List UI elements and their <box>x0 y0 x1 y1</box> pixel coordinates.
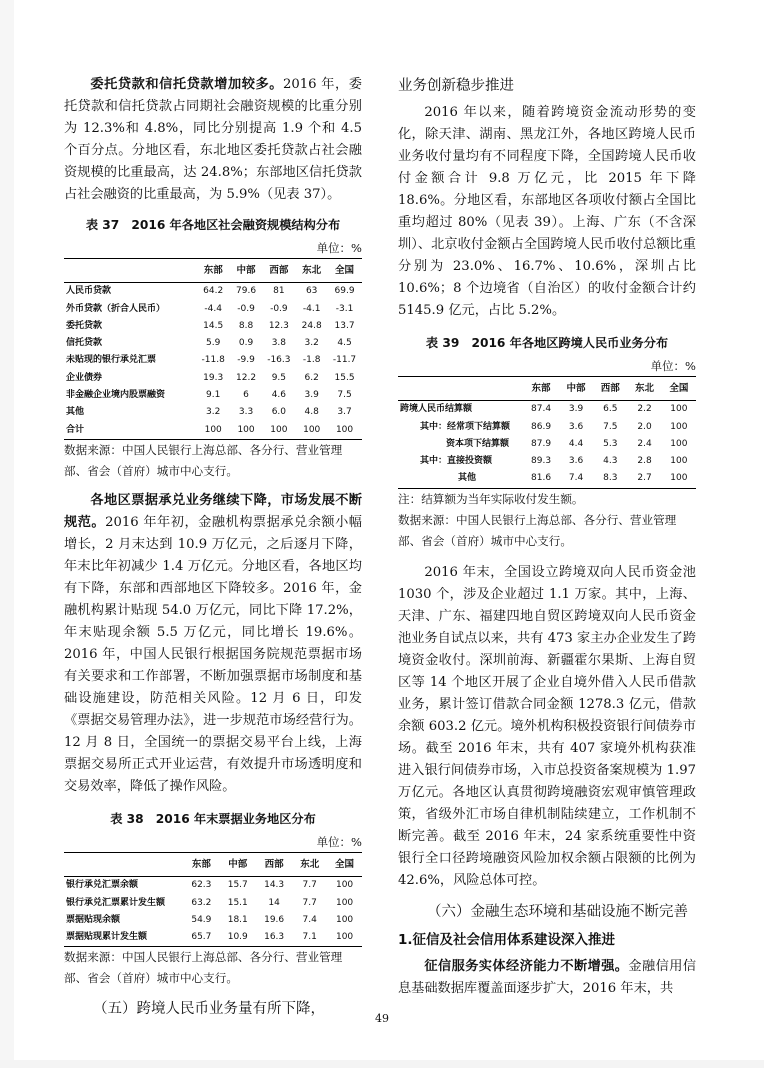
cell: 4.4 <box>568 438 584 449</box>
paragraph-lead: 各地区票据承兑业务继续下降，市场发展不断规范。 <box>64 492 362 530</box>
cell: 3.2 <box>206 407 221 418</box>
cell: 3.8 <box>271 338 287 349</box>
cell: -11.8 <box>201 355 225 366</box>
table-header-row <box>64 259 362 283</box>
table-39-title: 表 39 2016 年各地区跨境人民币业务分布 <box>425 336 669 350</box>
column-header: 东部 <box>523 377 559 401</box>
right-column <box>398 74 696 1000</box>
table-row <box>64 877 362 895</box>
section-5-title-continued: 业务创新稳步推进 <box>398 78 514 94</box>
paragraph-credit-info <box>398 956 696 1000</box>
row-label: 其中：直接投资额 <box>420 456 493 467</box>
table-row <box>64 352 362 369</box>
cell: 87.4 <box>531 404 552 415</box>
cell: 100 <box>670 421 688 432</box>
cell: 62.3 <box>191 880 212 891</box>
paragraph-entrusted-loans <box>64 74 362 206</box>
table-row <box>64 404 362 421</box>
row-label: 信托贷款 <box>66 338 103 349</box>
cell: 100 <box>335 897 354 908</box>
row-label: 其他 <box>398 470 523 488</box>
cell: 89.3 <box>531 456 552 467</box>
table-39-note: 注：结算额为当年实际收付发生额。 <box>398 491 584 506</box>
cell: 6.5 <box>603 404 618 415</box>
cell: 100 <box>335 880 354 891</box>
paragraph-text: 2016 年，委托贷款和信托贷款占同期社会融资规模的比重分别为 12.3%和 4.8%，同比分别提高 1.9 个和 4.5 个百分点。分地区看，东北地区委托贷款占社会融资规模的比重最高，达 24.8%；东部地区信托贷款占社会融资的比重最高，为 5.9%（见表 37）。 <box>64 77 362 202</box>
cell: 100 <box>335 914 354 925</box>
cell: -3.1 <box>335 303 354 314</box>
cell: 2.7 <box>627 470 661 488</box>
cell: -11.7 <box>332 355 357 366</box>
row-label: 票据贴现累计发生额 <box>64 929 183 947</box>
cell: 65.7 <box>183 929 219 947</box>
table-39 <box>398 376 696 489</box>
paragraph-lead: 委托贷款和信托贷款增加较多。 <box>90 77 283 92</box>
cell: 100 <box>296 422 327 440</box>
row-label: 企业债券 <box>66 372 103 383</box>
cell: 63 <box>305 286 318 297</box>
table-38 <box>64 852 362 947</box>
cell: 7.7 <box>302 897 317 908</box>
cell: 4.3 <box>603 456 618 467</box>
row-label: 合计 <box>64 422 196 440</box>
row-label: 外币贷款（折合人民币） <box>66 303 166 314</box>
cell: 2.0 <box>637 421 652 432</box>
cell: 81 <box>273 286 285 297</box>
page-bottom-shadow <box>0 1060 764 1068</box>
cell: 7.5 <box>603 421 618 432</box>
cell: 0.9 <box>238 338 254 349</box>
cell: 3.6 <box>568 421 584 432</box>
cell: 6.2 <box>304 372 319 383</box>
cell: -0.9 <box>270 303 288 314</box>
table-row <box>64 335 362 352</box>
cell: 9.1 <box>206 390 221 401</box>
cell: 19.6 <box>264 914 285 925</box>
table-row <box>64 387 362 404</box>
cell: 7.7 <box>302 880 317 891</box>
row-label: 未贴现的银行承兑汇票 <box>66 355 157 366</box>
cell: 8.3 <box>593 470 627 488</box>
column-header: 东北 <box>627 377 661 401</box>
table-row <box>64 370 362 387</box>
paragraph-capital-pool: 2016 年末，全国设立跨境双向人民币资金池 1030 个，涉及企业超过 1.1 万家。其中，上海、天津、广东、福建四地自贸区跨境双向人民币资金池业务自试点以来，共有 473 家主办企业发生了跨境资金收付。深圳前海、新疆霍尔果斯、上海自贸区等 14 个地区开展了企业自境外借入人民币借款业务，累计签订借款合同金额 1278.3 亿元，借款余额 603.2 亿元。境外机构积极投资银行间债券市场。截至 2016 年末，共有 407 家境外机构获准进入银行间债券市场，入市总投资备案规模为 1.97 万亿元。各地区认真贯彻跨境融资宏观审慎管理政策，省级外汇市场自律机制陆续建立，工作机制不断完善。截至 2016 年末，24 家系统重要性中资银行全口径跨境融资风险加权余额占限额的比例为 42.6%，风险总体可控。 <box>398 564 696 888</box>
cell: 14 <box>268 897 280 908</box>
column-header: 全国 <box>662 377 696 401</box>
cell: 13.7 <box>334 320 355 331</box>
cell: 7.5 <box>337 390 352 401</box>
cell: 79.6 <box>236 286 257 297</box>
cell: 100 <box>662 470 696 488</box>
page-number: 49 <box>375 1012 389 1025</box>
cell: -9.9 <box>237 355 255 366</box>
cell: 87.9 <box>531 438 552 449</box>
table-row <box>64 912 362 929</box>
cell: 24.8 <box>301 320 322 331</box>
cell: 100 <box>231 422 262 440</box>
cell: 8.8 <box>238 320 254 331</box>
paragraph-text: 金融信用信息基础数据库覆盖面逐步扩大，2016 年末，共 <box>398 958 697 996</box>
table-row <box>398 470 696 488</box>
table-header-row <box>398 377 696 401</box>
cell: 15.5 <box>334 372 355 383</box>
cell: 63.2 <box>191 897 212 908</box>
table-39-source: 数据来源：中国人民银行上海总部、各分行、营业管理部、省会（首府）城市中心支行。 <box>398 512 677 548</box>
column-header: 东北 <box>296 259 327 283</box>
cell: 54.9 <box>191 914 212 925</box>
cell: 100 <box>196 422 231 440</box>
cell: 3.6 <box>568 456 584 467</box>
row-label: 银行承兑汇票余额 <box>66 880 139 891</box>
cell: 86.9 <box>531 421 552 432</box>
table-row <box>64 895 362 912</box>
cell: 69.9 <box>334 286 355 297</box>
cell: 19.3 <box>203 372 224 383</box>
column-header: 全国 <box>327 259 362 283</box>
table-38-unit: 单位：% <box>316 834 362 849</box>
cell: -4.4 <box>204 303 222 314</box>
table-39-unit: 单位：% <box>650 359 696 373</box>
cell: 7.4 <box>302 914 317 925</box>
table-37-unit: 单位：% <box>316 241 362 255</box>
cell: 100 <box>670 404 688 415</box>
cell: 4.6 <box>271 390 287 401</box>
row-label: 人民币贷款 <box>66 286 112 297</box>
cell: -1.8 <box>302 355 321 366</box>
column-header: 西部 <box>256 852 292 876</box>
page-edge-shadow <box>0 0 14 1068</box>
cell: 7.4 <box>559 470 593 488</box>
cell: 12.3 <box>268 320 289 331</box>
cell: 100 <box>670 456 688 467</box>
column-header: 中部 <box>220 852 256 876</box>
table-37 <box>64 258 362 440</box>
column-header: 全国 <box>327 852 362 876</box>
cell: 14.3 <box>264 880 285 891</box>
table-row <box>64 301 362 318</box>
cell: -0.9 <box>237 303 255 314</box>
cell: 2.8 <box>637 456 652 467</box>
cell: 7.1 <box>292 929 327 947</box>
cell: 6.0 <box>271 407 287 418</box>
subsection-1-title: 1.征信及社会信用体系建设深入推进 <box>398 931 616 948</box>
cell: 12.2 <box>236 372 257 383</box>
column-header: 东北 <box>292 852 327 876</box>
cell: 3.7 <box>337 407 352 418</box>
cell: 10.9 <box>220 929 256 947</box>
table-38-source: 数据来源：中国人民银行上海总部、各分行、营业管理部、省会（首府）城市中心支行。 <box>64 950 343 986</box>
cell: 16.3 <box>256 929 292 947</box>
table-row <box>398 453 696 470</box>
column-header: 中部 <box>231 259 262 283</box>
cell: 5.3 <box>603 438 618 449</box>
column-header: 中部 <box>559 377 593 401</box>
cell: 4.8 <box>304 407 319 418</box>
row-label: 非金融企业境内股票融资 <box>66 390 166 401</box>
row-label: 票据贴现余额 <box>66 914 121 925</box>
cell: 3.3 <box>238 407 254 418</box>
cell: 100 <box>327 929 362 947</box>
section-6-title: （六）金融生态环境和基础设施不断完善 <box>427 903 688 920</box>
cell: 4.5 <box>337 338 352 349</box>
row-label: 资本项下结算额 <box>446 438 510 449</box>
cell: 5.9 <box>206 338 221 349</box>
cell: 15.1 <box>227 897 248 908</box>
row-label: 委托贷款 <box>66 320 103 331</box>
cell: 64.2 <box>203 286 224 297</box>
table-38-title: 表 38 2016 年末票据业务地区分布 <box>110 811 316 826</box>
table-header-row <box>64 852 362 876</box>
left-column <box>64 74 362 1021</box>
table-row <box>64 318 362 335</box>
cell: 9.5 <box>271 372 287 383</box>
paragraph-lead: 征信服务实体经济能力不断增强。 <box>424 958 629 974</box>
cell: 3.9 <box>568 404 584 415</box>
cell: 6 <box>243 390 249 401</box>
cell: 14.5 <box>203 320 224 331</box>
row-label: 其他 <box>66 407 85 418</box>
cell: -16.3 <box>267 355 291 366</box>
section-5-title: （五）跨境人民币业务量有所下降， <box>93 1001 325 1018</box>
row-label: 银行承兑汇票累计发生额 <box>66 897 166 908</box>
column-header: 东部 <box>196 259 231 283</box>
cell: -4.1 <box>302 303 321 314</box>
table-row <box>64 422 362 440</box>
cell: 3.2 <box>304 338 319 349</box>
cell: 100 <box>670 438 688 449</box>
cell: 15.7 <box>227 880 248 891</box>
table-row <box>64 929 362 947</box>
paragraph-text: 2016 年年初，金融机构票据承兑余额小幅增长，2 月末达到 10.9 万亿元，之后逐月下降，年末比年初减少 1.4 万亿元。分地区看，各地区均有下降，东部和西部地区下降较多。2016 年，金融机构累计贴现 54.0 万亿元，同比下降 17.2%，年末贴现余额 5.5 万亿元，同比增长 19.6%。2016 年，中国人民银行根据国务院规范票据市场有关要求和工作部署，不断加强票据市场制度和基础设施建设，防范相关风险。12 月 6 日，印发《票据交易管理办法》，进一步规范市场经营行为。12 月 8 日，全国统一的票据交易平台上线，上海票据交易所正式开业运营，有效提升市场透明度和交易效率，降低了操作风险。 <box>64 514 362 794</box>
cell: 18.1 <box>227 914 248 925</box>
table-row <box>64 283 362 301</box>
cell: 3.9 <box>304 390 319 401</box>
column-header: 西部 <box>593 377 627 401</box>
column-header: 西部 <box>261 259 296 283</box>
row-label: 跨境人民币结算额 <box>400 404 473 415</box>
table-37-title: 表 37 2016 年各地区社会融资规模结构分布 <box>85 218 341 232</box>
column-header: 东部 <box>183 852 219 876</box>
table-row <box>398 436 696 453</box>
table-row <box>398 401 696 419</box>
paragraph-bill-acceptance <box>64 490 362 798</box>
cell: 2.4 <box>637 438 652 449</box>
cell: 81.6 <box>523 470 559 488</box>
row-label: 其中：经常项下结算额 <box>420 421 511 432</box>
cell: 100 <box>261 422 296 440</box>
cell: 100 <box>327 422 362 440</box>
table-37-source: 数据来源：中国人民银行上海总部、各分行、营业管理部、省会（首府）城市中心支行。 <box>64 442 343 478</box>
table-row <box>398 419 696 436</box>
paragraph-cross-border-rmb: 2016 年以来，随着跨境资金流动形势的变化，除天津、湖南、黑龙江外，各地区跨境人民币业务收付量均有不同程度下降，全国跨境人民币收付金额合计 9.8 万亿元，比 2015 年下降 18.6%。分地区看，东部地区各项收付额占全国比重均超过 80%（见表 39）。上海、广东（不含深圳）、北京收付金额占全国跨境人民币收付总额比重分别为 23.0%、16.7%、10.6%，深圳占比 10.6%；8 个边境省（自治区）的收付金额合计约 5145.9 亿元，占比 5.2%。 <box>398 105 696 318</box>
cell: 2.2 <box>637 404 652 415</box>
